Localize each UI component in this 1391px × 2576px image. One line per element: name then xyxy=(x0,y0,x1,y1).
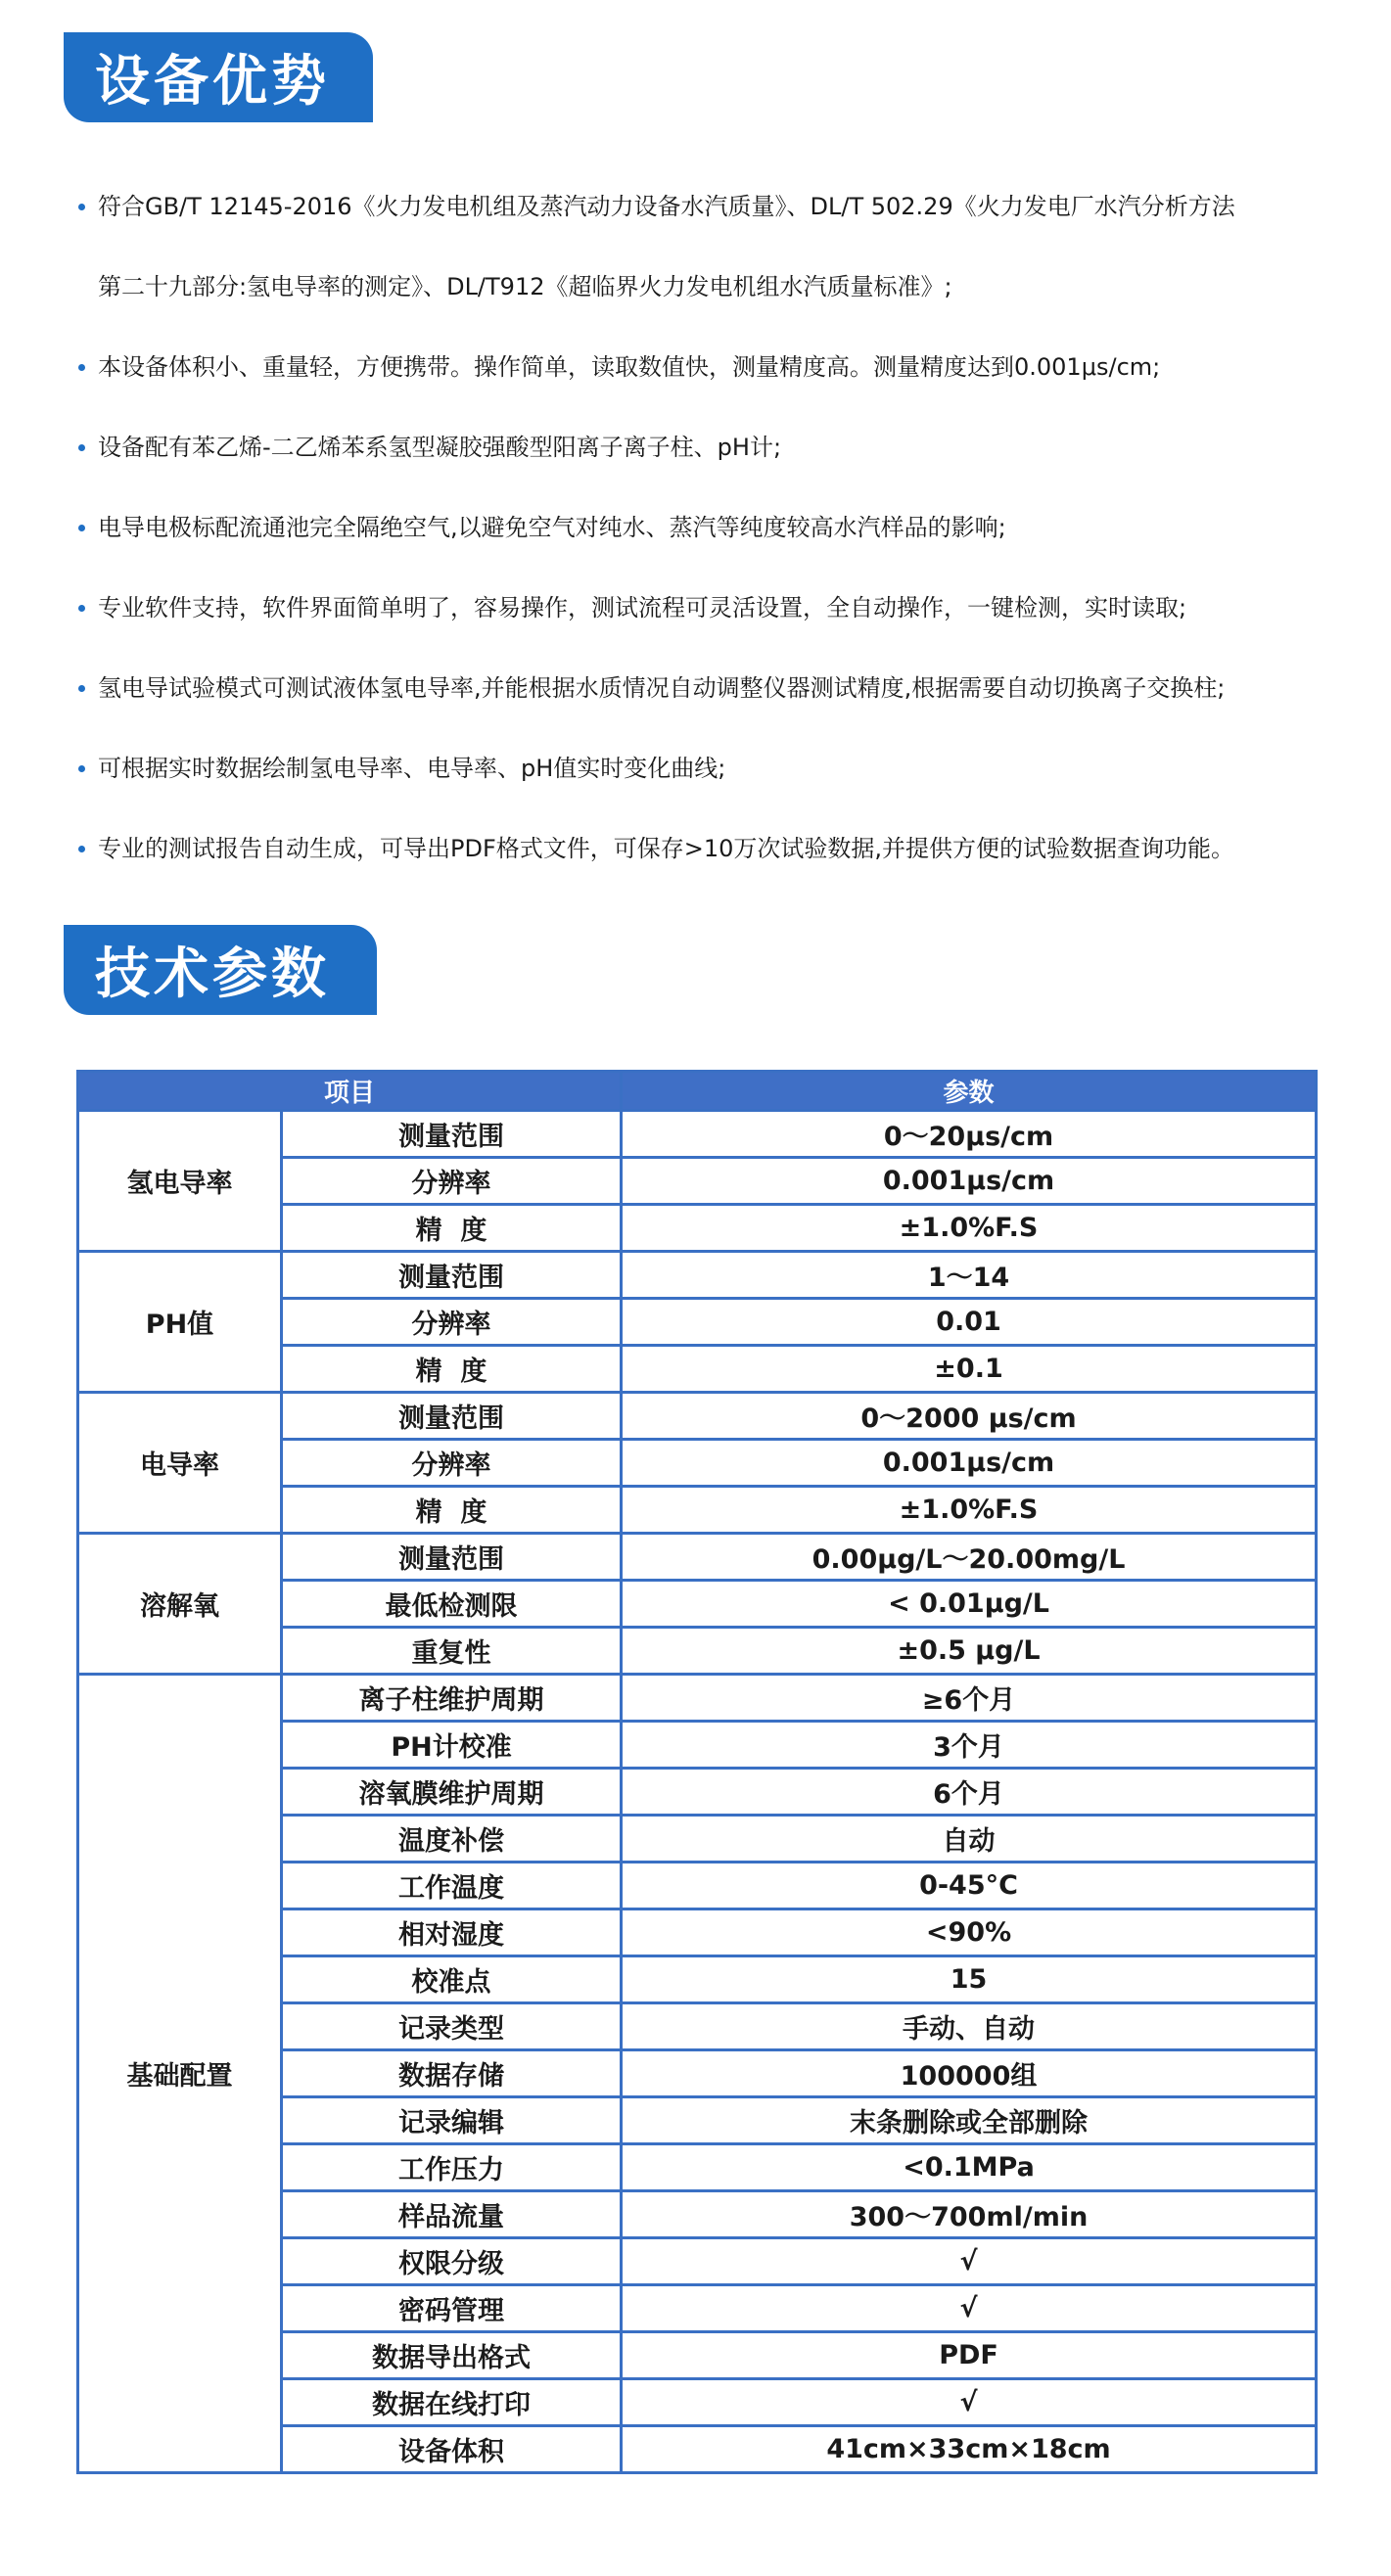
group-label: 电导率 xyxy=(78,1393,282,1534)
spec-value: 100000组 xyxy=(622,2050,1317,2097)
spec-value: 自动 xyxy=(622,1816,1317,1863)
spec-value: ±0.5 μg/L xyxy=(622,1628,1317,1675)
spec-item: 相对湿度 xyxy=(282,1909,622,1956)
spec-value: ±1.0%F.S xyxy=(622,1487,1317,1534)
spec-item: 测量范围 xyxy=(282,1111,622,1158)
spec-item: 校准点 xyxy=(282,1956,622,2003)
spec-value: √ xyxy=(622,2285,1317,2332)
spec-value: < 0.01μg/L xyxy=(622,1581,1317,1628)
spec-item: 测量范围 xyxy=(282,1534,622,1581)
advantage-item xyxy=(78,487,1351,568)
spec-item: 设备体积 xyxy=(282,2426,622,2473)
spec-item: 样品流量 xyxy=(282,2191,622,2238)
advantage-item xyxy=(78,407,1351,487)
advantage-item xyxy=(78,327,1351,407)
table-row xyxy=(78,1675,1317,1722)
spec-value: 0.001μs/cm xyxy=(622,1158,1317,1205)
spec-item: 工作压力 xyxy=(282,2144,622,2191)
advantage-text: 本设备体积小、重量轻，方便携带。操作简单，读取数值快，测量精度高。测量精度达到0.001μs/cm; xyxy=(98,353,1161,381)
section-title-params: 技术参数 xyxy=(64,925,377,1015)
advantage-text: 专业软件支持，软件界面简单明了，容易操作，测试流程可灵活设置，全自动操作，一键检测，实时读取; xyxy=(98,594,1187,621)
spec-value: 1～14 xyxy=(622,1252,1317,1299)
spec-item: 记录类型 xyxy=(282,2003,622,2050)
spec-value: 6个月 xyxy=(622,1769,1317,1816)
spec-value: ±1.0%F.S xyxy=(622,1205,1317,1252)
advantage-text-continued: 第二十九部分:氢电导率的测定》、DL/T912《超临界火力发电机组水汽质量标准》; xyxy=(98,273,952,300)
group-label: 氢电导率 xyxy=(78,1111,282,1252)
spec-value: 0.01 xyxy=(622,1299,1317,1346)
advantages-list xyxy=(78,166,1351,889)
advantage-text: 专业的测试报告自动生成，可导出PDF格式文件，可保存>10万次试验数据,并提供方便的试验数据查询功能。 xyxy=(98,835,1235,862)
group-label: PH值 xyxy=(78,1252,282,1393)
advantage-item xyxy=(78,648,1351,728)
spec-item: 温度补偿 xyxy=(282,1816,622,1863)
spec-value: √ xyxy=(622,2379,1317,2426)
spec-value: 0-45°C xyxy=(622,1863,1317,1909)
advantage-text: 符合GB/T 12145-2016《火力发电机组及蒸汽动力设备水汽质量》、DL/T 502.29《火力发电厂水汽分析方法 xyxy=(98,193,1235,220)
spec-item: 测量范围 xyxy=(282,1393,622,1440)
table-row xyxy=(78,1534,1317,1581)
spec-item: 分辨率 xyxy=(282,1299,622,1346)
spec-item: 精 度 xyxy=(282,1487,622,1534)
spec-table-header xyxy=(78,1072,1317,1111)
advantage-item xyxy=(78,728,1351,808)
spec-item: 重复性 xyxy=(282,1628,622,1675)
spec-item: 数据在线打印 xyxy=(282,2379,622,2426)
spec-item: 精 度 xyxy=(282,1346,622,1393)
spec-item: 工作温度 xyxy=(282,1863,622,1909)
spec-item: 数据存储 xyxy=(282,2050,622,2097)
spec-value: 300～700ml/min xyxy=(622,2191,1317,2238)
spec-item: 数据导出格式 xyxy=(282,2332,622,2379)
spec-value: 41cm×33cm×18cm xyxy=(622,2426,1317,2473)
spec-value: ≥6个月 xyxy=(622,1675,1317,1722)
advantage-text: 设备配有苯乙烯-二乙烯苯系氢型凝胶强酸型阳离子离子柱、pH计; xyxy=(98,434,782,461)
spec-item: 权限分级 xyxy=(282,2238,622,2285)
spec-value: 0～20μs/cm xyxy=(622,1111,1317,1158)
spec-item: 密码管理 xyxy=(282,2285,622,2332)
spec-item: PH计校准 xyxy=(282,1722,622,1769)
spec-value: 0～2000 μs/cm xyxy=(622,1393,1317,1440)
spec-item: 分辨率 xyxy=(282,1440,622,1487)
table-row xyxy=(78,1111,1317,1158)
spec-value: <0.1MPa xyxy=(622,2144,1317,2191)
spec-value: 手动、自动 xyxy=(622,2003,1317,2050)
spec-value: ±0.1 xyxy=(622,1346,1317,1393)
table-row xyxy=(78,1252,1317,1299)
spec-item: 最低检测限 xyxy=(282,1581,622,1628)
spec-item: 溶氧膜维护周期 xyxy=(282,1769,622,1816)
table-row xyxy=(78,1393,1317,1440)
spec-item: 测量范围 xyxy=(282,1252,622,1299)
spec-value: 3个月 xyxy=(622,1722,1317,1769)
spec-item: 记录编辑 xyxy=(282,2097,622,2144)
spec-item: 精 度 xyxy=(282,1205,622,1252)
advantage-item xyxy=(78,808,1351,889)
advantage-item xyxy=(78,568,1351,648)
header-item: 项目 xyxy=(78,1072,622,1111)
group-label: 溶解氧 xyxy=(78,1534,282,1675)
spec-value: 0.001μs/cm xyxy=(622,1440,1317,1487)
spec-value: √ xyxy=(622,2238,1317,2285)
spec-table xyxy=(76,1070,1318,2474)
spec-item: 分辨率 xyxy=(282,1158,622,1205)
spec-value: 0.00μg/L～20.00mg/L xyxy=(622,1534,1317,1581)
advantage-text: 可根据实时数据绘制氢电导率、电导率、pH值实时变化曲线; xyxy=(98,755,726,782)
spec-item: 离子柱维护周期 xyxy=(282,1675,622,1722)
advantage-text: 氢电导试验模式可测试液体氢电导率,并能根据水质情况自动调整仪器测试精度,根据需要自动切换离子交换柱; xyxy=(98,674,1226,702)
section-title-advantages: 设备优势 xyxy=(64,32,373,122)
spec-value: PDF xyxy=(622,2332,1317,2379)
spec-value: 15 xyxy=(622,1956,1317,2003)
group-label: 基础配置 xyxy=(78,1675,282,2473)
advantage-item xyxy=(78,166,1351,327)
spec-table-body xyxy=(78,1111,1317,2473)
spec-value: <90% xyxy=(622,1909,1317,1956)
spec-value: 末条删除或全部删除 xyxy=(622,2097,1317,2144)
advantage-text: 电导电极标配流通池完全隔绝空气,以避免空气对纯水、蒸汽等纯度较高水汽样品的影响; xyxy=(98,514,1006,541)
header-param: 参数 xyxy=(622,1072,1317,1111)
